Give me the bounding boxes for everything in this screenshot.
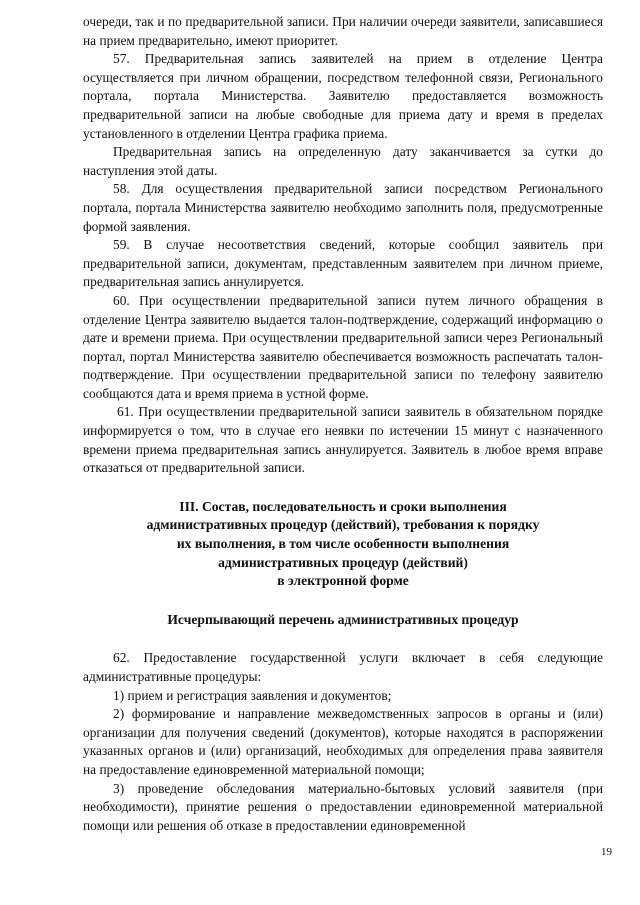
paragraph-57-note: Предварительная запись на определенную дату заканчивается за сутки до наступления этой даты. [83,144,603,178]
paragraph-58: 58. Для осуществления предварительной записи посредством Регионального портала, портала Министерства заявителю необходимо заполнить поля, предусмотренные формой заявления. [83,181,603,234]
list-item-3: 3) проведение обследования материально-бытовых условий заявителя (при необходимости), принятие решения о предоставлении единовременной материальной помощи или решения об отказе в предоставлении единовременной [83,780,603,833]
section-heading-line: в электронной форме [277,573,409,589]
paragraph-59: 59. В случае несоответствия сведений, которые сообщил заявитель при предварительной записи, документам, представленным заявителем при личном приеме, предварительная запись аннулируется. [83,237,603,290]
section-heading-line: их выполнения, в том числе особенности выполнения [176,536,510,552]
section-heading-line: III. Состав, последовательность и сроки выполнения [179,498,507,514]
section-heading-line: административных процедур (действий) [218,554,468,570]
section-heading [83,498,603,591]
subsection-heading: Исчерпывающий перечень административных процедур [167,611,519,627]
section-heading-line: административных процедур (действий), требования к порядку [146,517,540,533]
paragraph-continuation: очереди, так и по предварительной записи. При наличии очереди заявители, записавшиеся на прием предварительно, имеют приоритет. [83,14,603,48]
paragraph-62: 62. Предоставление государственной услуги включает в себя следующие административные процедуры: [83,650,603,684]
list-item-1: 1) прием и регистрация заявления и документов; [113,687,392,703]
paragraph-61: 61. При осуществлении предварительной записи заявитель в обязательном порядке информируется о том, что в случае его неявки по истечении 15 минут с назначенного времени приема предварительная запись аннулируется. Заявитель в любое время вправе отказаться от предварительной записи. [83,404,603,476]
page-number: 19 [601,846,612,858]
paragraph-60: 60. При осуществлении предварительной записи путем личного обращения в отделение Центра заявителю выдается талон-подтверждение, содержащий информацию о дате и времени приема. При осуществлении предварительной записи через Региональный портал, портал Министерства заявителю обеспечивается возможность распечатать талон-подтверждение. При осуществлении предварительной записи по телефону заявителю сообщаются дата и время приема в устной форме. [83,292,603,401]
paragraph-57: 57. Предварительная запись заявителей на прием в отделение Центра осуществляется при личном обращении, посредством телефонной связи, Регионального портала, портала Министерства. Заявителю предоставляется возможность предварительной записи на любые свободные для приема дату и время в пределах установленного в отделении Центра графика приема. [83,51,603,141]
list-item-2: 2) формирование и направление межведомственных запросов в органы и (или) организации для получения сведений (документов), которые находятся в распоряжении указанных органов и (или) организаций, необходимых для определения права заявителя на предоставление единовременной материальной помощи; [83,706,603,777]
